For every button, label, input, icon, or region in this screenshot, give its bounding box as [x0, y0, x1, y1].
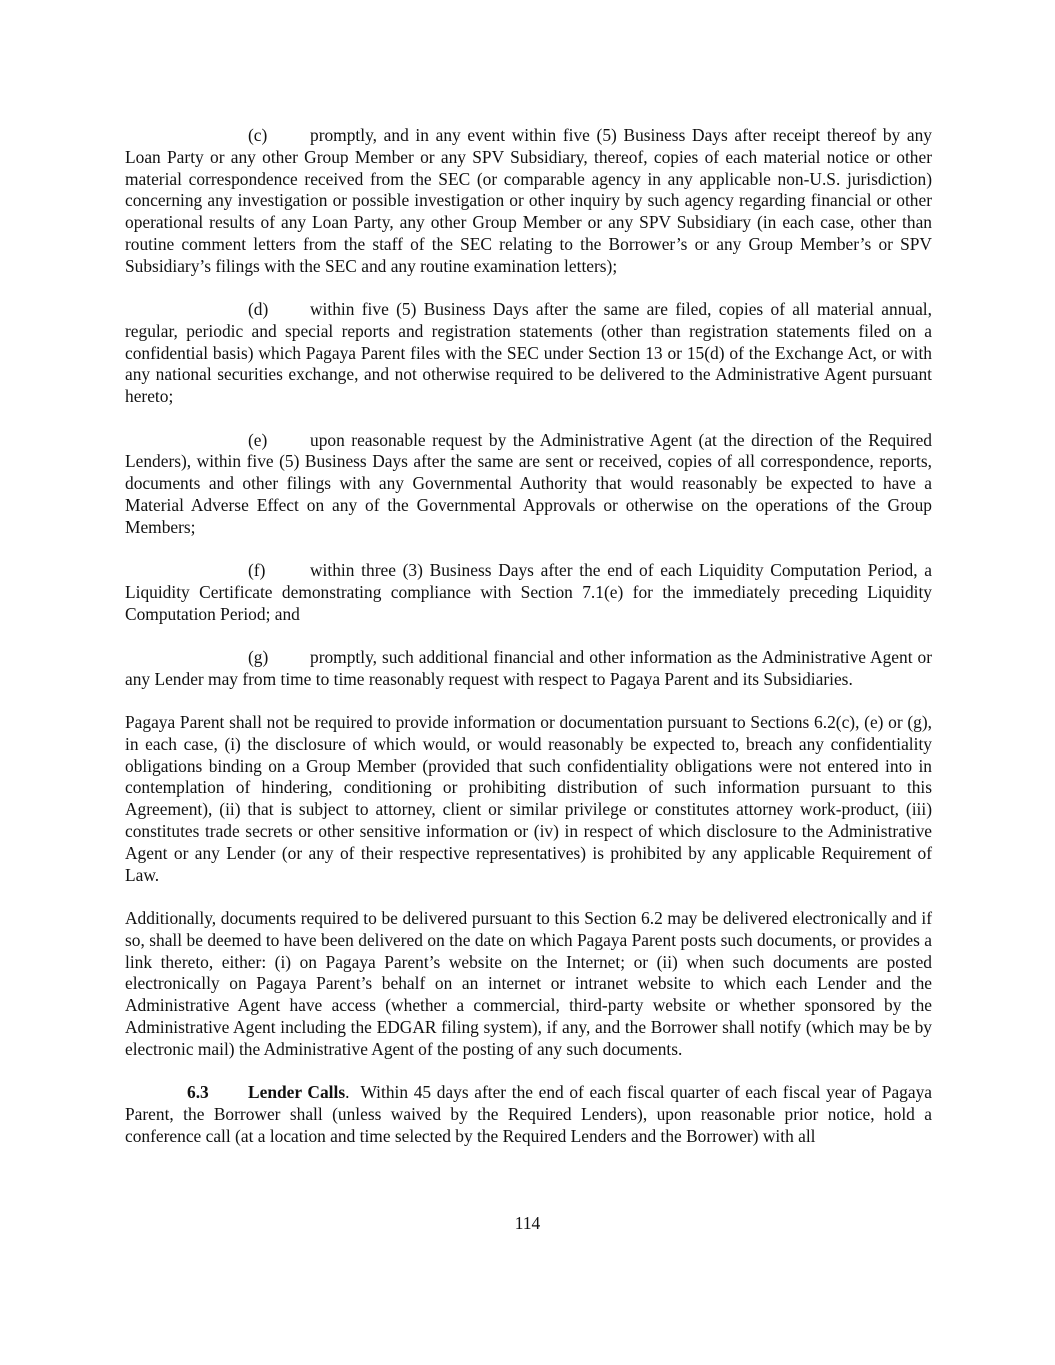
- section-text: Within 45 days after the end of each fiscal quarter of each fiscal year of Pagaya Parent, the Borrower shall (unless waived by the Required Lenders), upon reasonable prior notice, hold a conference call (at a location and time selected by the Required Lenders and the Borrower) with all: [125, 1081, 932, 1146]
- clause-g: [125, 647, 932, 691]
- clause-text: upon reasonable request by the Administrative Agent (at the direction of the Required Lenders), within five (5) Business Days after the same are sent or received, copies of all correspondence, reports, documents and other filings with any Governmental Authority that would reasonably be expected to have a Material Adverse Effect on any of the Governmental Approvals or otherwise on the operations of the Group Members;: [125, 429, 932, 537]
- clause-marker: (e): [248, 429, 268, 450]
- clause-f: [125, 560, 932, 625]
- clause-text: within five (5) Business Days after the same are filed, copies of all material annual, regular, periodic and special reports and registration statements (other than registration statements filed on a confidential basis) which Pagaya Parent files with the SEC under Section 13 or 15(d) of the Exchange Act, or with any national securities exchange, and not otherwise required to be delivered to the Administrative Agent pursuant hereto;: [125, 299, 932, 407]
- page-number: 114: [514, 1213, 541, 1233]
- clause-e: [125, 430, 932, 539]
- disclosure-exception-paragraph: Pagaya Parent shall not be required to provide information or documentation pursuant to Sections 6.2(c), (e) or (g), in each case, (i) the disclosure of which would, or would reasonably be expected to, breach any confidentiality obligations binding on a Group Member (provided that such confidentiality obligations were not entered into in contemplation of hindering, conditioning or prohibiting distribution of such information pursuant to this Agreement), (ii) that is subject to attorney, client or similar privilege or constitutes attorney work-product, (iii) constitutes trade secrets or other sensitive information or (iv) in respect of which disclosure to the Administrative Agent or any Lender (or any of their respective representatives) is prohibited by any applicable Requirement of Law.: [125, 712, 932, 885]
- clause-text: promptly, such additional financial and other information as the Administrative Agent or any Lender may from time to time reasonably request with respect to Pagaya Parent and its Subsidiaries.: [125, 646, 932, 689]
- document-page: [125, 125, 932, 1169]
- clause-marker: (f): [248, 560, 266, 581]
- section-title-suffix: .: [345, 1081, 350, 1102]
- clause-d: [125, 299, 932, 408]
- clause-marker: (d): [248, 299, 269, 320]
- clause-text: within three (3) Business Days after the end of each Liquidity Computation Period, a Liquidity Certificate demonstrating compliance with Section 7.1(e) for the immediately preceding Liquidity Computation Period; and: [125, 560, 932, 624]
- section-6-3: [125, 1082, 932, 1147]
- section-number: 6.3: [187, 1081, 209, 1102]
- clause-c: [125, 125, 932, 278]
- clause-text: promptly, and in any event within five (5) Business Days after receipt thereof by any Loan Party or any other Group Member or any SPV Subsidiary, thereof, copies of each material notice or other material correspondence received from the SEC (or comparable agency in any applicable non-U.S. jurisdiction) concerning any investigation or possible investigation or other inquiry by such agency regarding financial or other operational results of any Loan Party, any other Group Member or any SPV Subsidiary (in each case, other than routine comment letters from the staff of the SEC relating to the Borrower’s or any Group Member’s or SPV Subsidiary’s filings with the SEC and any routine examination letters);: [125, 125, 932, 276]
- section-title: Lender Calls: [248, 1081, 346, 1102]
- electronic-delivery-paragraph: Additionally, documents required to be delivered pursuant to this Section 6.2 may be delivered electronically and if so, shall be deemed to have been delivered on the date on which Pagaya Parent posts such documents, or provides a link thereto, either: (i) on Pagaya Parent’s website on the Internet; or (ii) when such documents are posted electronically on Pagaya Parent’s behalf on an internet or intranet website to which each Lender and the Administrative Agent have access (whether a commercial, third-party website or whether sponsored by the Administrative Agent including the EDGAR filing system), if any, and the Borrower shall notify (which may be by electronic mail) the Administrative Agent of the posting of any such documents.: [125, 907, 932, 1059]
- clause-marker: (g): [248, 646, 269, 667]
- clause-marker: (c): [248, 125, 268, 145]
